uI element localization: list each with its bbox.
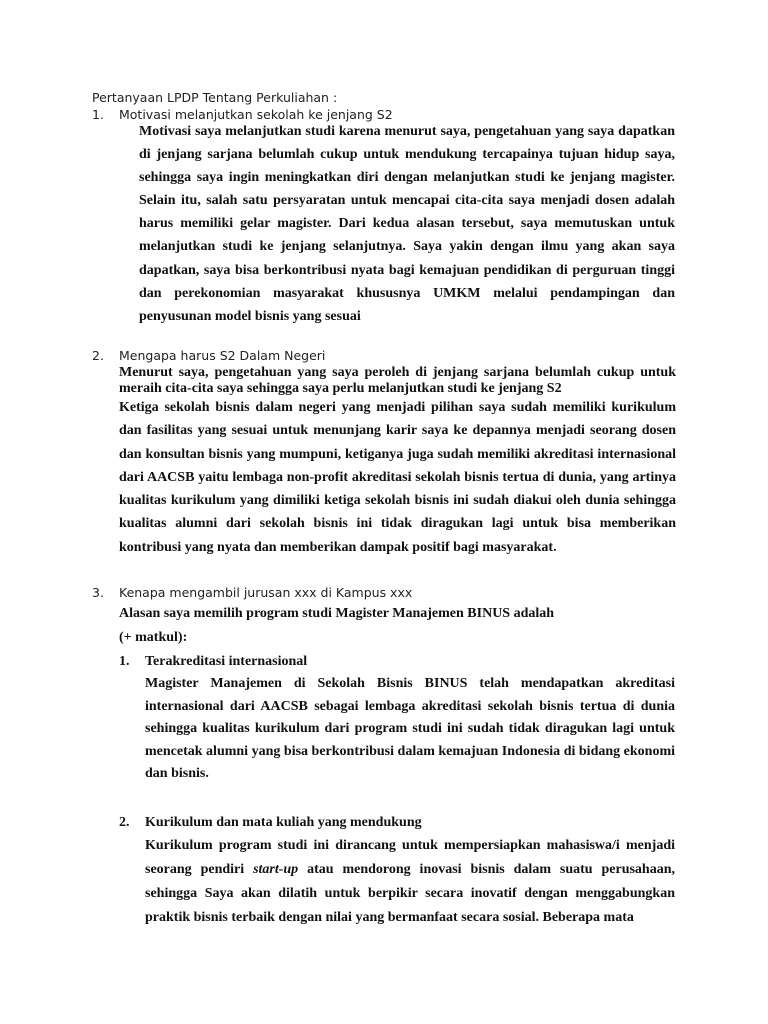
q3-sub2-answer-part2: atau mendorong inovasi bisnis dalam suatu perusahaan, sehingga Saya akan dilatih untuk berpikir secara inovatif dengan menggabungkan praktik bisnis terbaik dengan nilai yang bermanfaat secara sosial. Beberapa mata	[145, 862, 676, 925]
q3-intro-line1: Alasan saya memilih program studi Magister Manajemen BINUS adalah	[119, 606, 555, 621]
q3-number: 3.	[92, 585, 104, 600]
q1-heading: Motivasi melanjutkan sekolah ke jenjang S2	[119, 107, 393, 122]
q2-answer-intro: Menurut saya, pengetahuan yang saya peroleh di jenjang sarjana belumlah cukup untuk meraih cita-cita saya sehingga saya perlu melanjutkan studi ke jenjang S2	[119, 365, 676, 396]
q3-sub1-number: 1.	[119, 654, 130, 669]
q3-sub2-answer-part1: Kurikulum program studi ini dirancang untuk mempersiapkan mahasiswa/i menjadi seorang pendiri	[145, 838, 675, 877]
q1-number: 1.	[92, 107, 104, 122]
q3-sub2-answer	[145, 834, 675, 930]
q1-answer: Motivasi saya melanjutkan studi karena menurut saya, pengetahuan yang saya dapatkan di jenjang sarjana belumlah cukup untuk mendukung tercapainya tujuan hidup saya, sehingga saya ingin meningkatkan diri dengan melanjutkan studi ke jenjang magister. Selain itu, salah satu persyaratan untuk mencapai cita-cita saya menjadi dosen adalah harus memiliki gelar magister. Dari kedua alasan tersebut, saya memutuskan untuk melanjutkan studi ke jenjang selanjutnya. Saya yakin dengan ilmu yang akan saya dapatkan, saya bisa berkontribusi nyata bagi kemajuan pendidikan di perguruan tinggi dan perekonomian masyarakat khususnya UMKM melalui pendampingan dan penyusunan model bisnis yang sesuai	[139, 124, 675, 324]
q3-sub2-answer-italic: start-up	[253, 862, 299, 877]
q2-number: 2.	[92, 348, 104, 363]
q2-heading: Mengapa harus S2 Dalam Negeri	[119, 348, 326, 363]
q3-intro-line2: (+ matkul):	[119, 630, 188, 645]
q2-answer: Ketiga sekolah bisnis dalam negeri yang menjadi pilihan saya sudah memiliki kurikulum dan fasilitas yang sesuai untuk menunjang karir saya ke depannya menjadi seorang dosen dan konsultan bisnis yang mumpuni, ketiganya juga sudah memiliki akreditasi internasional dari AACSB yaitu lembaga non-profit akreditasi sekolah bisnis tertua di dunia, yang artinya kualitas kurikulum yang dimiliki ketiga sekolah bisnis ini sudah diakui oleh dunia sehingga kualitas alumni dari sekolah bisnis ini tidak diragukan lagi untuk bisa memberikan kontribusi yang nyata dan memberikan dampak positif bagi masyarakat.	[119, 400, 676, 555]
q3-heading: Kenapa mengambil jurusan xxx di Kampus xxx	[119, 585, 413, 600]
document-title: Pertanyaan LPDP Tentang Perkuliahan :	[92, 90, 338, 105]
q3-sub1-heading: Terakreditasi internasional	[145, 654, 308, 669]
q3-sub1-answer: Magister Manajemen di Sekolah Bisnis BINUS telah mendapatkan akreditasi internasional dari AACSB sebagai lembaga akreditasi sekolah bisnis tertua di dunia sehingga kualitas kurikulum dari program studi ini sudah tidak diragukan lagi untuk mencetak alumni yang bisa berkontribusi dalam kemajuan Indonesia di bidang ekonomi dan bisnis.	[145, 676, 675, 781]
q3-sub2-number: 2.	[119, 815, 130, 830]
q3-sub2-heading: Kurikulum dan mata kuliah yang mendukung	[145, 815, 422, 830]
